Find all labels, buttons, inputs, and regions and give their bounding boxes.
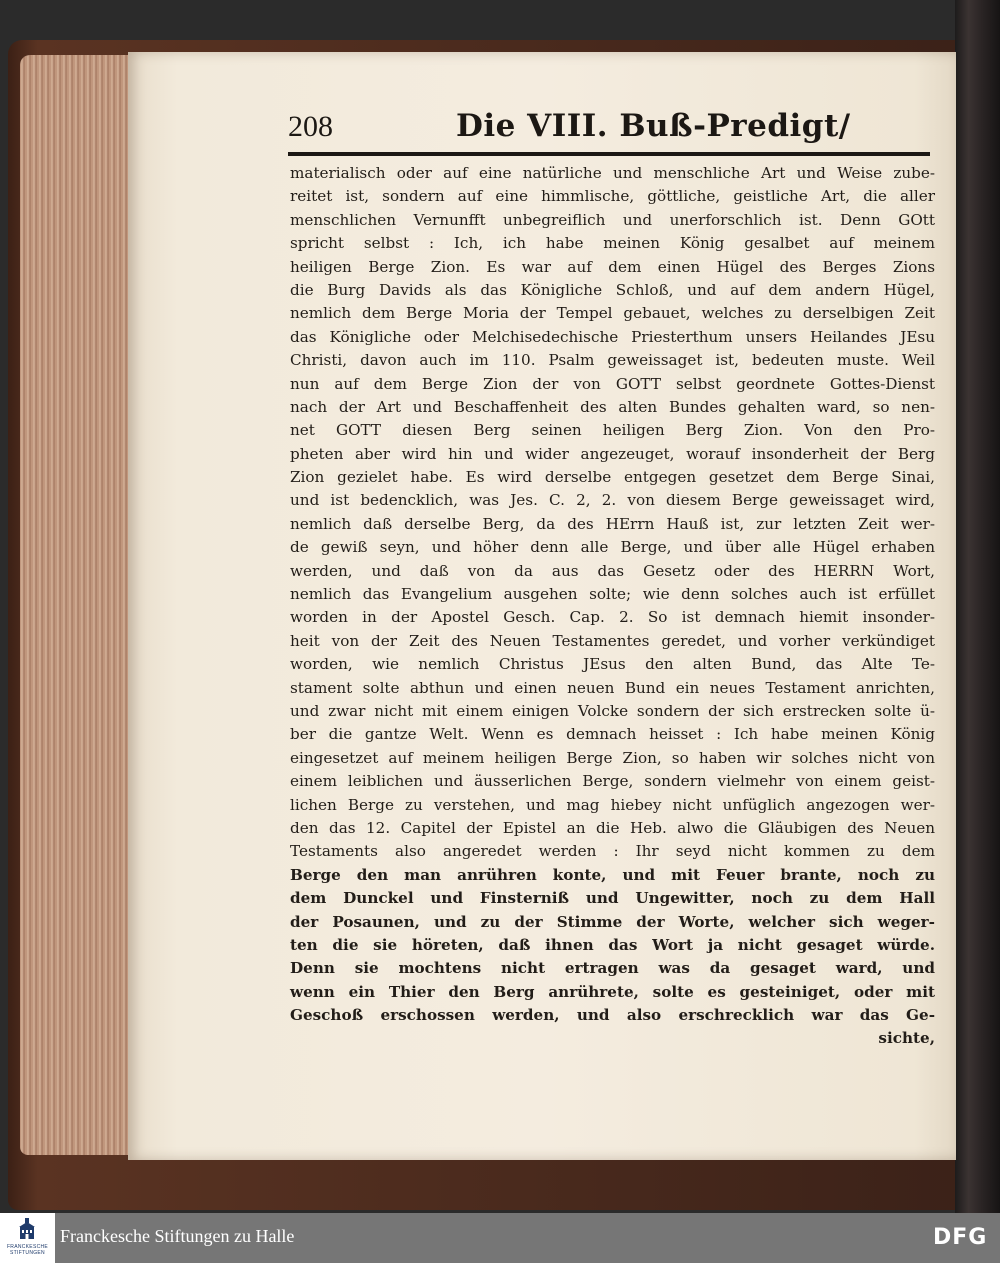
text-line: nemlich das Evangelium ausgehen solte; wie denn solches auch ist erfüllet — [290, 585, 935, 604]
text-line: sichte, — [878, 1029, 935, 1048]
text-line: menschlichen Vernunfft unbegreiflich und unerforschlich ist. Denn GOtt — [290, 210, 935, 229]
text-line: und ist bedencklich, was Jes. C. 2, 2. von diesem Berge geweissaget wird, — [290, 491, 935, 510]
text-line: de gewiß seyn, und höher denn alle Berge, und über alle Hügel erhaben — [290, 538, 935, 557]
text-line: nach der Art und Beschaffenheit des alten Bundes gehalten ward, so nen- — [290, 397, 935, 416]
institution-name[interactable]: Franckesche Stiftungen zu Halle — [60, 1226, 295, 1246]
text-line: ber die gantze Welt. Wenn es demnach heisset : Ich habe meinen König — [290, 725, 935, 744]
running-head — [288, 108, 938, 154]
text-line: heiligen Berge Zion. Es war auf dem einen Hügel des Berges Zions — [290, 257, 935, 276]
text-line: spricht selbst : Ich, ich habe meinen König gesalbet auf meinem — [290, 234, 935, 253]
text-line: Geschoß erschossen werden, und also erschrecklich war das Ge- — [290, 1006, 935, 1025]
text-line: worden in der Apostel Gesch. Cap. 2. So ist demnach hiemit insonder- — [290, 608, 935, 627]
sermon-text — [290, 162, 935, 1051]
text-line: den das 12. Capitel der Epistel an die Heb. alwo die Gläubigen des Neuen — [290, 818, 935, 837]
text-line: nemlich dem Berge Moria der Tempel gebauet, welches zu derselbigen Zeit — [290, 304, 935, 323]
text-line: nemlich daß derselbe Berg, da des HErrn Hauß ist, zur letzten Zeit wer- — [290, 514, 935, 533]
text-line: Christi, davon auch im 110. Psalm geweissaget ist, bedeuten muste. Weil — [290, 351, 935, 370]
text-line: pheten aber wird hin und wider angezeuget, worauf insonderheit der Berg — [290, 444, 935, 463]
text-line: Berge den man anrühren konte, und mit Feuer brante, noch zu — [290, 865, 935, 884]
text-line: materialisch oder auf eine natürliche und menschliche Art und Weise zube- — [290, 164, 935, 182]
header-rule — [288, 152, 930, 156]
text-line: Zion gezielet habe. Es wird derselbe entgegen gesetzet dem Berge Sinai, — [290, 468, 935, 487]
text-line: werden, und daß von da aus das Gesetz oder des HERRN Wort, — [290, 561, 935, 580]
text-line: wenn ein Thier den Berg anrührete, solte es gesteiniget, oder mit — [290, 982, 935, 1001]
page-edges — [20, 55, 130, 1155]
logo-caption: FRANCKESCHE STIFTUNGEN — [6, 1244, 49, 1256]
footer-bar — [0, 1213, 1000, 1263]
text-line: Testaments also angeredet werden : Ihr seyd nicht kommen zu dem — [290, 842, 935, 861]
text-line: nun auf dem Berge Zion der von GOTT selbst geordnete Gottes-Dienst — [290, 374, 935, 393]
page-number: 208 — [288, 110, 333, 143]
text-line: reitet ist, sondern auf eine himmlische, göttliche, geistliche Art, die aller — [290, 187, 935, 206]
dfg-logo[interactable]: DFG — [933, 1225, 988, 1250]
text-line: ten die sie höreten, daß ihnen das Wort ja nicht gesaget würde. — [290, 935, 935, 954]
text-line: heit von der Zeit des Neuen Testamentes geredet, und vorher verkündiget — [290, 631, 935, 650]
building-icon — [17, 1218, 37, 1242]
text-line: einem leiblichen und äusserlichen Berge, sondern vielmehr von einem geist- — [290, 772, 935, 791]
text-line: dem Dunckel und Finsterniß und Ungewitter, noch zu dem Hall — [290, 889, 935, 908]
text-line: die Burg Davids als das Königliche Schloß, und auf dem andern Hügel, — [290, 280, 935, 299]
text-line: worden, wie nemlich Christus JEsus den alten Bund, das Alte Te- — [290, 655, 935, 674]
text-line: und zwar nicht mit einem einigen Volcke sondern der sich erstrecken solte ü- — [290, 701, 935, 720]
text-line: eingesetzet auf meinem heiligen Berge Zion, so haben wir solches nicht von — [290, 748, 935, 767]
page-title: Die VIII. Buß-Predigt/ — [456, 108, 851, 144]
text-line: Denn sie mochtens nicht ertragen was da gesaget ward, und — [290, 959, 935, 978]
text-line: lichen Berge zu verstehen, und mag hiebey nicht unfüglich angezogen wer- — [290, 795, 935, 814]
institution-logo[interactable] — [0, 1213, 55, 1263]
text-line: stament solte abthun und einen neuen Bund ein neues Testament anrichten, — [290, 678, 935, 697]
text-line: net GOTT diesen Berg seinen heiligen Berg Zion. Von den Pro- — [290, 421, 935, 440]
text-line: der Posaunen, und zu der Stimme der Worte, welcher sich weger- — [290, 912, 935, 931]
book-binding-right — [955, 0, 1000, 1213]
text-line: das Königliche oder Melchisedechische Priesterthum unsers Heilandes JEsu — [290, 327, 935, 346]
